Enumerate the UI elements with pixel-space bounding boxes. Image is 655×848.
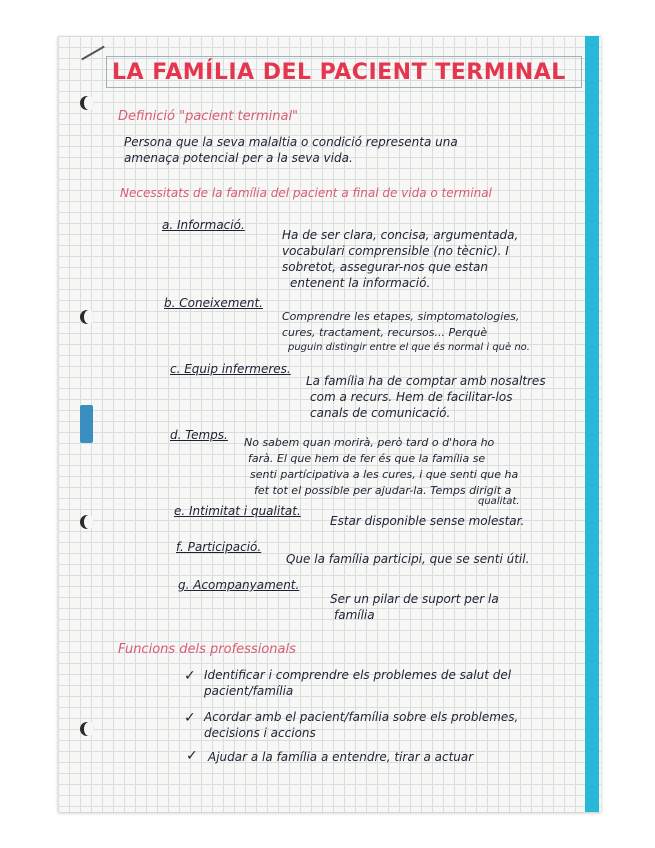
need-label: c. Equip infermeres. <box>170 362 291 376</box>
punch-hole <box>80 722 94 736</box>
definition-line: amenaça potencial per a la seva vida. <box>124 151 353 165</box>
page-title: LA FAMÍLIA DEL PACIENT TERMINAL <box>112 60 566 85</box>
punch-hole <box>80 515 94 529</box>
punch-hole <box>80 310 94 324</box>
need-label: b. Coneixement. <box>164 296 263 310</box>
need-text: Comprendre les etapes, simptomatologies, <box>282 310 520 323</box>
need-text: No sabem quan morirà, però tard o d'hora ho <box>244 436 495 449</box>
need-label: e. Intimitat i qualitat. <box>174 504 301 518</box>
need-text: senti partícipativa a les cures, i que senti que ha <box>250 468 519 481</box>
function-text: Acordar amb el pacient/família sobre els problemes, <box>204 710 519 724</box>
need-text: cures, tractament, recursos... Perquè <box>282 326 488 339</box>
needs-heading: Necessitats de la família del pacient a final de vida o terminal <box>120 186 492 200</box>
need-text: vocabulari comprensible (no tècnic). I <box>282 244 509 258</box>
check-icon: ✓ <box>184 668 196 684</box>
need-text: canals de comunicació. <box>310 406 451 420</box>
need-text: qualitat. <box>478 496 520 507</box>
need-label: f. Participació. <box>176 540 262 554</box>
check-icon: ✓ <box>186 748 198 764</box>
need-text: entenent la informació. <box>290 276 431 290</box>
function-text: Ajudar a la família a entendre, tirar a actuar <box>208 750 474 764</box>
check-icon: ✓ <box>184 710 196 726</box>
need-text: sobretot, assegurar-nos que estan <box>282 260 488 274</box>
definition-heading: Definició "pacient terminal" <box>118 109 299 124</box>
need-text: puguin distingir entre el que és normal i què no. <box>288 342 530 353</box>
function-text: Identificar i comprendre els problemes de salut del <box>204 668 512 682</box>
need-text: farà. El que hem de fer és que la família se <box>248 452 486 465</box>
definition-line: Persona que la seva malaltia o condició representa una <box>124 135 458 149</box>
function-text: decisions i accions <box>204 726 316 740</box>
function-text: pacient/família <box>204 684 294 698</box>
need-text: com a recurs. Hem de facilitar-los <box>310 390 513 404</box>
functions-heading: Funcions dels professionals <box>118 642 296 657</box>
binder-tab <box>80 405 93 443</box>
need-label: a. Informació. <box>162 218 245 232</box>
page-edge-strip <box>585 36 599 812</box>
need-text: fet tot el possible per ajudar-la. Temps dirigit a <box>254 484 512 497</box>
need-label: d. Temps. <box>170 428 228 442</box>
need-text: Estar disponible sense molestar. <box>330 514 525 528</box>
need-text: Ha de ser clara, concisa, argumentada, <box>282 228 519 242</box>
need-text: família <box>334 608 375 622</box>
need-text: Ser un pilar de suport per la <box>330 592 499 606</box>
need-text: Que la família participi, que se senti útil. <box>286 552 530 566</box>
need-text: La família ha de comptar amb nosaltres <box>306 374 546 388</box>
need-label: g. Acompanyament. <box>178 578 300 592</box>
punch-hole <box>80 96 94 110</box>
